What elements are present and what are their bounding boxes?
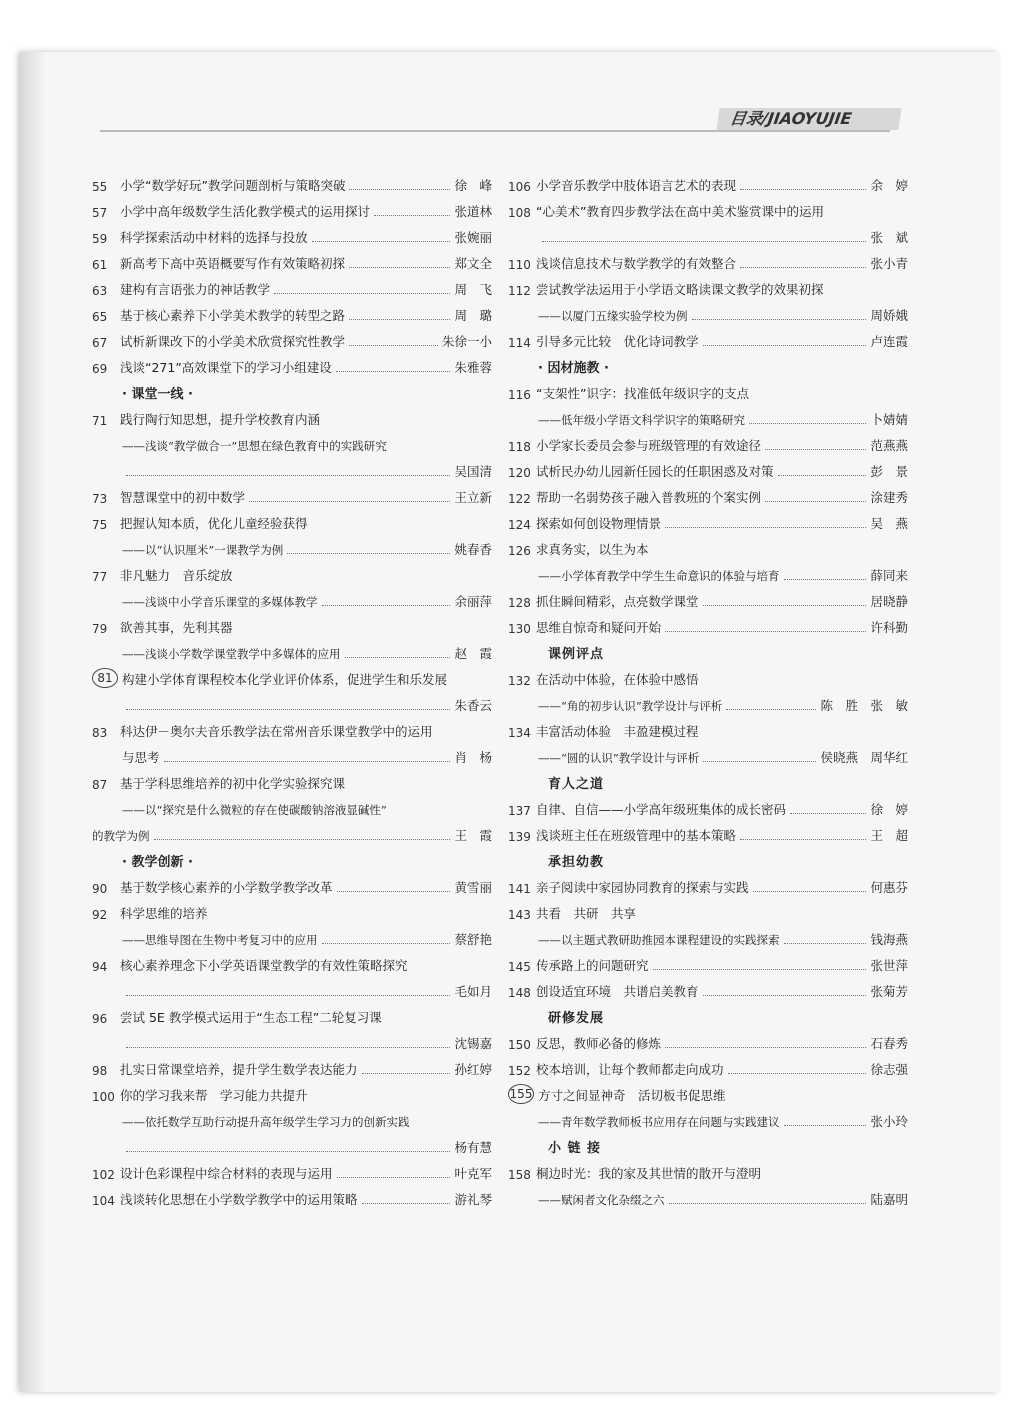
- toc-entry-continuation[interactable]: [508, 558, 908, 584]
- dot-leader: [728, 1073, 867, 1074]
- article-title: 扎实日常课堂培养，提升学生数学表达能力: [120, 1062, 358, 1077]
- article-title: 基于数学核心素养的小学数学教学改革: [120, 880, 333, 895]
- dot-leader: [740, 839, 866, 840]
- dot-leader: [665, 631, 866, 632]
- toc-entry[interactable]: [92, 194, 492, 220]
- page-number: 132: [508, 674, 531, 688]
- toc-entry-continuation[interactable]: [92, 688, 492, 714]
- article-title: 科学思维的培养: [120, 906, 208, 921]
- header-divider: [100, 130, 890, 132]
- page-number: 75: [92, 518, 108, 532]
- article-title: ——浅谈小学数学课堂教学中多媒体的应用: [122, 647, 341, 661]
- article-author: 张 斌: [870, 230, 908, 245]
- page-number: 112: [508, 284, 531, 298]
- dot-leader: [164, 761, 451, 762]
- page-number: 94: [92, 960, 108, 974]
- toc-entry[interactable]: [508, 948, 908, 974]
- article-title: 科学探索活动中材料的选择与投放: [120, 230, 308, 245]
- dot-leader: [154, 839, 451, 840]
- toc-entry[interactable]: [508, 870, 908, 896]
- dot-leader: [349, 345, 438, 346]
- article-title: ——以“认识厘米”一课教学为例: [122, 543, 284, 557]
- article-title: 新高考下高中英语概要写作有效策略初探: [120, 256, 346, 271]
- dot-leader: [703, 761, 816, 762]
- article-author: 张婉丽: [454, 230, 492, 245]
- toc-entry-continuation[interactable]: [92, 974, 492, 1000]
- toc-entry[interactable]: [508, 1078, 908, 1104]
- article-author: 姚春香: [454, 542, 492, 557]
- dot-leader: [703, 605, 867, 606]
- dot-leader: [362, 1073, 451, 1074]
- toc-entry-continuation[interactable]: [92, 1026, 492, 1052]
- page-number: 83: [92, 726, 108, 740]
- article-title: 非凡魅力 音乐绽放: [120, 568, 233, 583]
- article-author: 范燕燕: [870, 438, 908, 453]
- toc-entry-continuation[interactable]: [92, 792, 492, 818]
- toc-entry-continuation[interactable]: [92, 428, 492, 454]
- toc-entry[interactable]: [92, 402, 492, 428]
- article-author: 张世萍: [870, 958, 908, 973]
- toc-entry[interactable]: [92, 246, 492, 272]
- toc-header-title: 目录/JIAOYUJIE: [716, 108, 901, 130]
- dot-leader: [703, 995, 867, 996]
- article-title: 小学“数学好玩”教学问题剖析与策略突破: [120, 178, 346, 193]
- toc-entry[interactable]: [508, 896, 908, 922]
- article-author: 居晓静: [870, 594, 908, 609]
- toc-entry[interactable]: [92, 298, 492, 324]
- article-author: 涂建秀: [870, 490, 908, 505]
- article-author: 朱徐一小: [441, 334, 492, 349]
- page-number: 98: [92, 1064, 108, 1078]
- dot-leader: [726, 709, 816, 710]
- page-number: 110: [508, 258, 531, 272]
- page-number: 87: [92, 778, 108, 792]
- article-title: 传承路上的问题研究: [536, 958, 649, 973]
- dot-leader: [337, 891, 451, 892]
- toc-right-column: [508, 168, 908, 1208]
- page-number: 65: [92, 310, 108, 324]
- article-author: 张菊芳: [870, 984, 908, 999]
- page-number: 79: [92, 622, 108, 636]
- toc-entry[interactable]: [508, 818, 908, 844]
- article-title: ——赋闲者文化杂缀之六: [538, 1193, 665, 1207]
- dot-leader: [692, 319, 867, 320]
- article-title: 创设适宜环境 共谱启美教育: [536, 984, 699, 999]
- article-title: “心美术”教育四步教学法在高中美术鉴赏课中的运用: [536, 204, 824, 219]
- article-title: 浅谈信息技术与数学教学的有效整合: [536, 256, 737, 271]
- article-title: 践行陶行知思想，提升学校教育内涵: [120, 412, 321, 427]
- article-title: 小学家长委员会参与班级管理的有效途径: [536, 438, 762, 453]
- article-author: 徐 婷: [870, 802, 908, 817]
- page-number: 124: [508, 518, 531, 532]
- section-heading: · 课堂一线 ·: [122, 387, 193, 402]
- article-author: 蔡舒艳: [454, 932, 492, 947]
- article-author: 陈 胜 张 敏: [820, 698, 908, 713]
- toc-entry[interactable]: [92, 1052, 492, 1078]
- toc-entry[interactable]: [508, 584, 908, 610]
- article-title: 浅谈班主任在班级管理中的基本策略: [536, 828, 737, 843]
- article-author: 张道林: [454, 204, 492, 219]
- section-heading: · 因材施教 ·: [538, 361, 609, 376]
- page-number: 134: [508, 726, 531, 740]
- toc-entry[interactable]: [508, 376, 908, 402]
- article-title: ——以“探究是什么微粒的存在使碳酸钠溶液显碱性”: [122, 803, 387, 817]
- toc-entry[interactable]: [92, 272, 492, 298]
- page-number: 55: [92, 180, 108, 194]
- dot-leader: [249, 501, 450, 502]
- article-title: ——依托数学互助行动提升高年级学生学习力的创新实践: [122, 1115, 410, 1129]
- section-heading: · 教学创新 ·: [122, 855, 193, 870]
- toc-entry[interactable]: [92, 506, 492, 532]
- toc-entry[interactable]: [508, 194, 908, 220]
- article-title: 设计色彩课程中综合材料的表现与运用: [120, 1166, 333, 1181]
- page-number: 143: [508, 908, 531, 922]
- article-author: 张小青: [870, 256, 908, 271]
- dot-leader: [765, 449, 866, 450]
- dot-leader: [362, 1203, 451, 1204]
- dot-leader: [374, 215, 450, 216]
- page-number: 63: [92, 284, 108, 298]
- page-number: 145: [508, 960, 531, 974]
- page-number: 100: [92, 1090, 115, 1104]
- toc-entry[interactable]: [508, 246, 908, 272]
- dot-leader: [665, 527, 866, 528]
- toc-entry-continuation[interactable]: [508, 402, 908, 428]
- article-author: 朱香云: [454, 698, 492, 713]
- section-heading: 承担幼教: [548, 855, 605, 870]
- article-title: 亲子阅读中家园协同教育的探索与实践: [536, 880, 749, 895]
- toc-entry-continuation[interactable]: [92, 1130, 492, 1156]
- article-title: 求真务实，以生为本: [536, 542, 649, 557]
- article-author: 吴国清: [454, 464, 492, 479]
- article-author: 孙红婷: [454, 1062, 492, 1077]
- article-title: 引导多元比较 优化诗词教学: [536, 334, 699, 349]
- article-title: ——以主题式教研助推园本课程建设的实践探索: [538, 933, 780, 947]
- article-author: 肖 杨: [454, 750, 492, 765]
- article-author: 徐 峰: [454, 178, 492, 193]
- page-number: 120: [508, 466, 531, 480]
- article-title: ——青年数学教师板书应用存在问题与实践建议: [538, 1115, 780, 1129]
- toc-entry[interactable]: [508, 480, 908, 506]
- article-author: 许科勤: [870, 620, 908, 635]
- page-number: 122: [508, 492, 531, 506]
- article-author: 黄雪丽: [454, 880, 492, 895]
- dot-leader: [753, 891, 867, 892]
- toc-entry-continuation[interactable]: [92, 818, 492, 844]
- section-heading: 育人之道: [548, 777, 605, 792]
- section-heading: 研修发展: [548, 1011, 605, 1026]
- page-number: 158: [508, 1168, 531, 1182]
- article-author: 余丽萍: [454, 594, 492, 609]
- toc-entry[interactable]: [508, 1052, 908, 1078]
- article-author: 陆嘉明: [870, 1192, 908, 1207]
- page-number: 92: [92, 908, 108, 922]
- article-author: 彭 景: [870, 464, 908, 479]
- article-author: 张小玲: [870, 1114, 908, 1129]
- dot-leader: [126, 475, 450, 476]
- dot-leader: [312, 241, 451, 242]
- article-author: 沈锡嘉: [454, 1036, 492, 1051]
- toc-entry-continuation[interactable]: [92, 636, 492, 662]
- dot-leader: [336, 371, 451, 372]
- article-title: 科达伊－奥尔夫音乐教学法在常州音乐课堂教学中的运用: [120, 724, 433, 739]
- article-author: 毛如月: [454, 984, 492, 999]
- article-title: 在活动中体验，在体验中感悟: [536, 672, 699, 687]
- article-author: 卜婧婧: [870, 412, 908, 427]
- article-title: 建构有言语张力的神话教学: [120, 282, 271, 297]
- page-number: 150: [508, 1038, 531, 1052]
- toc-entry-continuation[interactable]: [92, 1104, 492, 1130]
- toc-entry[interactable]: [508, 1026, 908, 1052]
- dot-leader: [349, 267, 450, 268]
- dot-leader: [542, 241, 866, 242]
- toc-entry[interactable]: [92, 1182, 492, 1208]
- dot-leader: [784, 579, 867, 580]
- article-author: 游礼琴: [454, 1192, 492, 1207]
- dot-leader: [287, 553, 450, 554]
- dot-leader: [784, 943, 867, 944]
- article-title: ——小学体育教学中学生生命意识的体验与培育: [538, 569, 780, 583]
- article-title: 尝试教学法运用于小学语文略读课文教学的效果初探: [536, 282, 824, 297]
- article-author: 卢连霞: [870, 334, 908, 349]
- page-number: 118: [508, 440, 531, 454]
- article-author: 薛同来: [870, 568, 908, 583]
- article-title: 反思，教师必备的修炼: [536, 1036, 662, 1051]
- article-author: 周 飞: [454, 282, 492, 297]
- toc-entry[interactable]: [92, 766, 492, 792]
- article-title: 试析民办幼儿园新任园长的任职困惑及对策: [536, 464, 774, 479]
- dot-leader: [784, 1125, 867, 1126]
- toc-entry[interactable]: [508, 272, 908, 298]
- article-title: ——浅谈“教学做合一”思想在绿色教育中的实践研究: [122, 439, 387, 453]
- dot-leader: [778, 475, 867, 476]
- article-title: 智慧课堂中的初中数学: [120, 490, 246, 505]
- page-number: 96: [92, 1012, 108, 1026]
- toc-entry[interactable]: [508, 610, 908, 636]
- dot-leader: [703, 345, 867, 346]
- toc-entry[interactable]: [508, 324, 908, 350]
- dot-leader: [740, 267, 866, 268]
- toc-entry-continuation[interactable]: [508, 1104, 908, 1130]
- toc-entry[interactable]: [92, 324, 492, 350]
- dot-leader: [653, 969, 867, 970]
- page-number: 116: [508, 388, 531, 402]
- section-heading: 小 链 接: [548, 1141, 602, 1156]
- article-title: 小学中高年级数学生活化教学模式的运用探讨: [120, 204, 371, 219]
- article-title: 方寸之间显神奇 活切板书促思维: [538, 1088, 726, 1103]
- page-number: 139: [508, 830, 531, 844]
- toc-entry[interactable]: [508, 428, 908, 454]
- page-number: 67: [92, 336, 108, 350]
- page-number: 61: [92, 258, 108, 272]
- toc-entry[interactable]: [508, 714, 908, 740]
- article-title: 构建小学体育课程校本化学业评价体系，促进学生和乐发展: [122, 672, 448, 687]
- toc-entry-continuation[interactable]: [92, 454, 492, 480]
- dot-leader: [665, 1047, 866, 1048]
- page-number: 102: [92, 1168, 115, 1182]
- dot-leader: [790, 813, 866, 814]
- page-number: 126: [508, 544, 531, 558]
- toc-entry-continuation[interactable]: [92, 740, 492, 766]
- page-number: 57: [92, 206, 108, 220]
- toc-entry[interactable]: [508, 792, 908, 818]
- article-author: 吴 燕: [870, 516, 908, 531]
- page-number: 141: [508, 882, 531, 896]
- article-title: 小学音乐教学中肢体语言艺术的表现: [536, 178, 737, 193]
- toc-entry-continuation[interactable]: [92, 922, 492, 948]
- toc-entry[interactable]: [508, 1156, 908, 1182]
- article-author: 郑文全: [454, 256, 492, 271]
- page-number: 77: [92, 570, 108, 584]
- toc-entry[interactable]: [508, 168, 908, 194]
- article-author: 王 霞: [454, 828, 492, 843]
- toc-entry[interactable]: [92, 948, 492, 974]
- article-title: ——思维导图在生物中考复习中的应用: [122, 933, 318, 947]
- page-number: 108: [508, 206, 531, 220]
- article-author: 王立新: [454, 490, 492, 505]
- dot-leader: [322, 943, 451, 944]
- binding-shadow: [20, 52, 46, 1392]
- toc-entry[interactable]: [92, 610, 492, 636]
- dot-leader: [126, 995, 450, 996]
- article-author: 余 婷: [870, 178, 908, 193]
- article-title: 探索如何创设物理情景: [536, 516, 662, 531]
- article-title: 自律、自信——小学高年级班集体的成长密码: [536, 802, 787, 817]
- toc-entry[interactable]: [508, 662, 908, 688]
- toc-entry[interactable]: [92, 714, 492, 740]
- toc-entry[interactable]: [92, 168, 492, 194]
- article-title: 丰富活动体验 丰盈建模过程: [536, 724, 699, 739]
- page-number: 128: [508, 596, 531, 610]
- article-title: 校本培训，让每个教师都走向成功: [536, 1062, 724, 1077]
- toc-entry-continuation[interactable]: [92, 584, 492, 610]
- article-title: 基于核心素养下小学美术教学的转型之路: [120, 308, 346, 323]
- article-author: 徐志强: [870, 1062, 908, 1077]
- toc-entry[interactable]: [508, 974, 908, 1000]
- dot-leader: [126, 1047, 450, 1048]
- dot-leader: [765, 501, 866, 502]
- page-number: 104: [92, 1194, 115, 1208]
- dot-leader: [349, 189, 450, 190]
- article-title: 共看 共研 共享: [536, 906, 637, 921]
- toc-entry[interactable]: [92, 1156, 492, 1182]
- article-author: 朱雅蓉: [454, 360, 492, 375]
- dot-leader: [274, 293, 450, 294]
- dot-leader: [322, 605, 451, 606]
- article-title: 欲善其事，先利其器: [120, 620, 233, 635]
- toc-left-column: [92, 168, 492, 1208]
- dot-leader: [337, 1177, 451, 1178]
- toc-entry-continuation[interactable]: [508, 688, 908, 714]
- article-author: 侯晓燕 周华红: [820, 750, 908, 765]
- article-title: 尝试 5E 教学模式运用于“生态工程”二轮复习课: [120, 1010, 382, 1025]
- dot-leader: [126, 1151, 450, 1152]
- dot-leader: [740, 189, 866, 190]
- section-heading: 课例评点: [548, 647, 605, 662]
- article-title: ——“角的初步认识”教学设计与评析: [538, 699, 723, 713]
- article-title: 基于学科思维培养的初中化学实验探究课: [120, 776, 346, 791]
- page-number: 137: [508, 804, 531, 818]
- page-number: 148: [508, 986, 531, 1000]
- page-number: 81: [92, 668, 118, 688]
- article-title: 帮助一名弱势孩子融入普教班的个案实例: [536, 490, 762, 505]
- article-title: 思维自惊奇和疑问开始: [536, 620, 662, 635]
- toc-entry-continuation[interactable]: [508, 220, 908, 246]
- toc-entry[interactable]: [92, 870, 492, 896]
- article-title: 的教学为例: [92, 829, 150, 843]
- article-author: 杨有慧: [454, 1140, 492, 1155]
- article-title: 把握认知本质，优化儿童经验获得: [120, 516, 308, 531]
- toc-entry-continuation[interactable]: [508, 740, 908, 766]
- toc-entry[interactable]: [508, 506, 908, 532]
- article-title: 与思考: [122, 750, 160, 765]
- article-author: 钱海燕: [870, 932, 908, 947]
- toc-entry[interactable]: [92, 1078, 492, 1104]
- article-title: “支架性”识字：找准低年级识字的支点: [536, 386, 749, 401]
- article-title: ——“圆的认识”教学设计与评析: [538, 751, 700, 765]
- page-number: 155: [508, 1084, 534, 1104]
- article-author: 何惠芬: [870, 880, 908, 895]
- article-author: 叶克军: [454, 1166, 492, 1181]
- article-title: 浅谈“271”高效课堂下的学习小组建设: [120, 360, 332, 375]
- article-author: 王 超: [870, 828, 908, 843]
- article-author: 石春秀: [870, 1036, 908, 1051]
- article-title: 浅谈转化思想在小学数学教学中的运用策略: [120, 1192, 358, 1207]
- toc-entry[interactable]: [508, 454, 908, 480]
- toc-entry[interactable]: [92, 480, 492, 506]
- dot-leader: [669, 1203, 867, 1204]
- dot-leader: [345, 657, 451, 658]
- toc-entry[interactable]: [92, 558, 492, 584]
- article-title: 试析新课改下的小学美术欣赏探究性教学: [120, 334, 346, 349]
- dot-leader: [749, 423, 866, 424]
- page-number: 130: [508, 622, 531, 636]
- toc-entry-continuation[interactable]: [508, 298, 908, 324]
- page-number: 152: [508, 1064, 531, 1078]
- article-title: ——浅谈中小学音乐课堂的多媒体教学: [122, 595, 318, 609]
- toc-entry[interactable]: [92, 896, 492, 922]
- article-author: 赵 霞: [454, 646, 492, 661]
- page-number: 114: [508, 336, 531, 350]
- toc-entry[interactable]: [92, 662, 492, 688]
- toc-entry-continuation[interactable]: [508, 1182, 908, 1208]
- toc-entry[interactable]: [508, 532, 908, 558]
- article-title: ——以厦门五缘实验学校为例: [538, 309, 688, 323]
- article-title: 核心素养理念下小学英语课堂教学的有效性策略探究: [120, 958, 408, 973]
- article-title: 抓住瞬间精彩，点亮数学课堂: [536, 594, 699, 609]
- article-author: 周 璐: [454, 308, 492, 323]
- toc-entry-continuation[interactable]: [92, 532, 492, 558]
- dot-leader: [126, 709, 450, 710]
- toc-entry[interactable]: [92, 1000, 492, 1026]
- toc-entry[interactable]: [92, 220, 492, 246]
- article-author: 周娇娥: [870, 308, 908, 323]
- page-number: 71: [92, 414, 108, 428]
- page-number: 59: [92, 232, 108, 246]
- page-number: 69: [92, 362, 108, 376]
- article-title: ——低年级小学语文科学识字的策略研究: [538, 413, 745, 427]
- page-number: 106: [508, 180, 531, 194]
- dot-leader: [349, 319, 450, 320]
- toc-entry-continuation[interactable]: [508, 922, 908, 948]
- page-number: 73: [92, 492, 108, 506]
- article-title: 你的学习我来帮 学习能力共提升: [120, 1088, 308, 1103]
- article-title: 桐边时光：我的家及其世情的散开与澄明: [536, 1166, 762, 1181]
- page-number: 90: [92, 882, 108, 896]
- toc-entry[interactable]: [92, 350, 492, 376]
